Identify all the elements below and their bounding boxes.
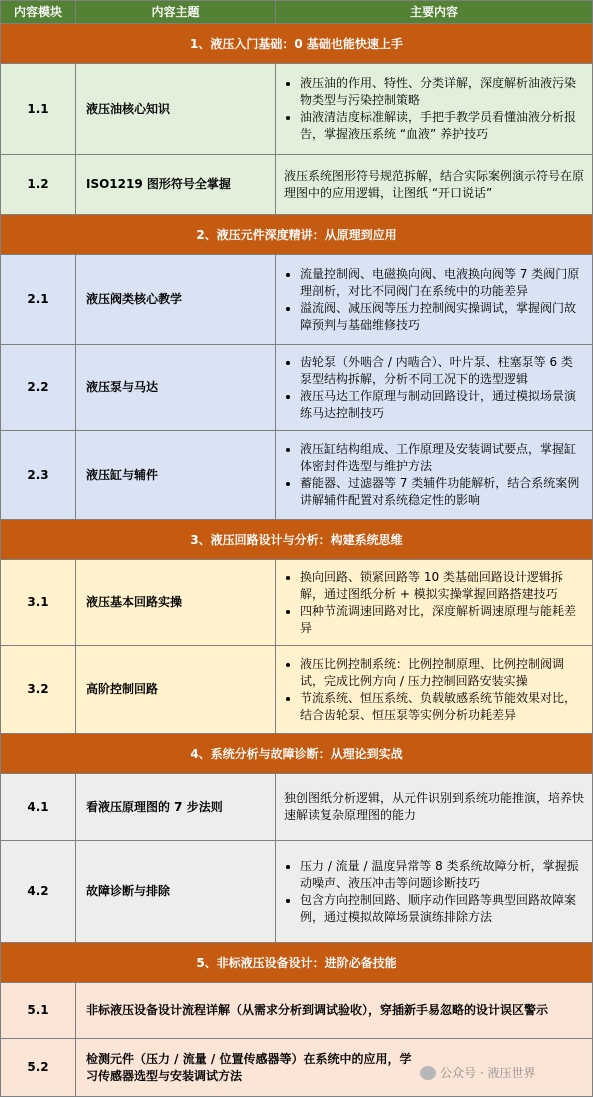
watermark-text: 公众号 · 液压世界 xyxy=(440,1066,536,1080)
row-merged-content: 检测元件（压力 / 流量 / 位置传感器等）在系统中的应用，学习传感器选型与安装调试方法 xyxy=(76,1039,593,1097)
row-content xyxy=(276,345,593,431)
table-row xyxy=(0,841,593,943)
row-topic: 液压泵与马达 xyxy=(76,345,276,431)
row-id: 3.1 xyxy=(0,560,76,646)
bullet: • 液压马达工作原理与制动回路设计，通过模拟场景演练马达控制技巧 xyxy=(300,388,584,422)
row-id: 5.2 xyxy=(0,1039,76,1097)
table-row xyxy=(0,155,593,215)
row-id: 2.3 xyxy=(0,431,76,520)
table-row xyxy=(0,345,593,431)
bullet: • 换向回路、锁紧回路等 10 类基础回路设计逻辑拆解，通过图纸分析 + 模拟实操掌握回路搭建技巧 xyxy=(300,569,584,603)
row-content xyxy=(276,431,593,520)
row-topic: 液压基本回路实操 xyxy=(76,560,276,646)
bullet: • 溢流阀、减压阀等压力控制阀实操调试，掌握阀门故障预判与基础维修技巧 xyxy=(300,300,584,334)
table-row xyxy=(0,255,593,345)
row-content xyxy=(276,841,593,943)
header-content: 主要内容 xyxy=(276,0,593,24)
bullet: • 压力 / 流量 / 温度异常等 8 类系统故障分析，掌握振动噪声、液压冲击等问题诊断技巧 xyxy=(300,858,584,892)
section-title: 3、液压回路设计与分析：构建系统思维 xyxy=(0,520,593,560)
section-title: 1、液压入门基础：0 基础也能快速上手 xyxy=(0,24,593,64)
table-row xyxy=(0,560,593,646)
row-id: 1.2 xyxy=(0,155,76,215)
row-topic: 液压阀类核心教学 xyxy=(76,255,276,345)
row-id: 2.1 xyxy=(0,255,76,345)
row-topic: 液压缸与辅件 xyxy=(76,431,276,520)
row-id: 4.1 xyxy=(0,774,76,841)
table-row xyxy=(0,774,593,841)
row-content xyxy=(276,560,593,646)
section-title: 2、液压元件深度精讲：从原理到应用 xyxy=(0,215,593,255)
section-title: 4、系统分析与故障诊断：从理论到实战 xyxy=(0,734,593,774)
table-row xyxy=(0,646,593,734)
bullet: • 包含方向控制回路、顺序动作回路等典型回路故障案例，通过模拟故障场景演练排除方法 xyxy=(300,892,584,926)
row-content xyxy=(276,64,593,155)
section-title: 5、非标液压设备设计：进阶必备技能 xyxy=(0,943,593,983)
table-row xyxy=(0,983,593,1039)
row-id: 2.2 xyxy=(0,345,76,431)
bullet: • 液压缸结构组成、工作原理及安装调试要点，掌握缸体密封件选型与维护方法 xyxy=(300,441,584,475)
bullet: • 液压油的作用、特性、分类详解，深度解析油液污染物类型与污染控制策略 xyxy=(300,75,584,109)
bullet: • 油液清洁度标准解读，手把手教学员看懂油液分析报告，掌握液压系统 “血液” 养护技巧 xyxy=(300,109,584,143)
row-topic: 看液压原理图的 7 步法则 xyxy=(76,774,276,841)
bullet: • 蓄能器、过滤器等 7 类辅件功能解析，结合系统案例讲解辅件配置对系统稳定性的影响 xyxy=(300,475,584,509)
wechat-icon xyxy=(420,1066,436,1080)
watermark xyxy=(420,1064,535,1081)
header-module: 内容模块 xyxy=(0,0,76,24)
row-topic: 故障诊断与排除 xyxy=(76,841,276,943)
row-content xyxy=(276,646,593,734)
row-merged-content: 非标液压设备设计流程详解（从需求分析到调试验收），穿插新手易忽略的设计误区警示 xyxy=(76,983,593,1039)
row-id: 4.2 xyxy=(0,841,76,943)
bullet: • 齿轮泵（外啮合 / 内啮合）、叶片泵、柱塞泵等 6 类泵型结构拆解，分析不同工况下的选型逻辑 xyxy=(300,354,584,388)
row-id: 3.2 xyxy=(0,646,76,734)
row-topic: ISO1219 图形符号全掌握 xyxy=(76,155,276,215)
header-topic: 内容主题 xyxy=(76,0,276,24)
table-row xyxy=(0,431,593,520)
row-content: 独创图纸分析逻辑，从元件识别到系统功能推演，培养快速解读复杂原理图的能力 xyxy=(276,774,593,841)
table-row xyxy=(0,64,593,155)
row-topic: 液压油核心知识 xyxy=(76,64,276,155)
bullet: • 四种节流调速回路对比，深度解析调速原理与能耗差异 xyxy=(300,603,584,637)
row-content xyxy=(276,255,593,345)
row-id: 1.1 xyxy=(0,64,76,155)
bullet: • 流量控制阀、电磁换向阀、电液换向阀等 7 类阀门原理剖析，对比不同阀门在系统中的功能差异 xyxy=(300,266,584,300)
row-id: 5.1 xyxy=(0,983,76,1039)
row-content: 液压系统图形符号规范拆解，结合实际案例演示符号在原理图中的应用逻辑，让图纸 “开口说话” xyxy=(276,155,593,215)
row-topic: 高阶控制回路 xyxy=(76,646,276,734)
table-header xyxy=(0,0,593,24)
bullet: • 节流系统、恒压系统、负载敏感系统节能效果对比，结合齿轮泵、恒压泵等实例分析功耗差异 xyxy=(300,690,584,724)
bullet: • 液压比例控制系统：比例控制原理、比例控制阀调试，完成比例方向 / 压力控制回路安装实操 xyxy=(300,656,584,690)
